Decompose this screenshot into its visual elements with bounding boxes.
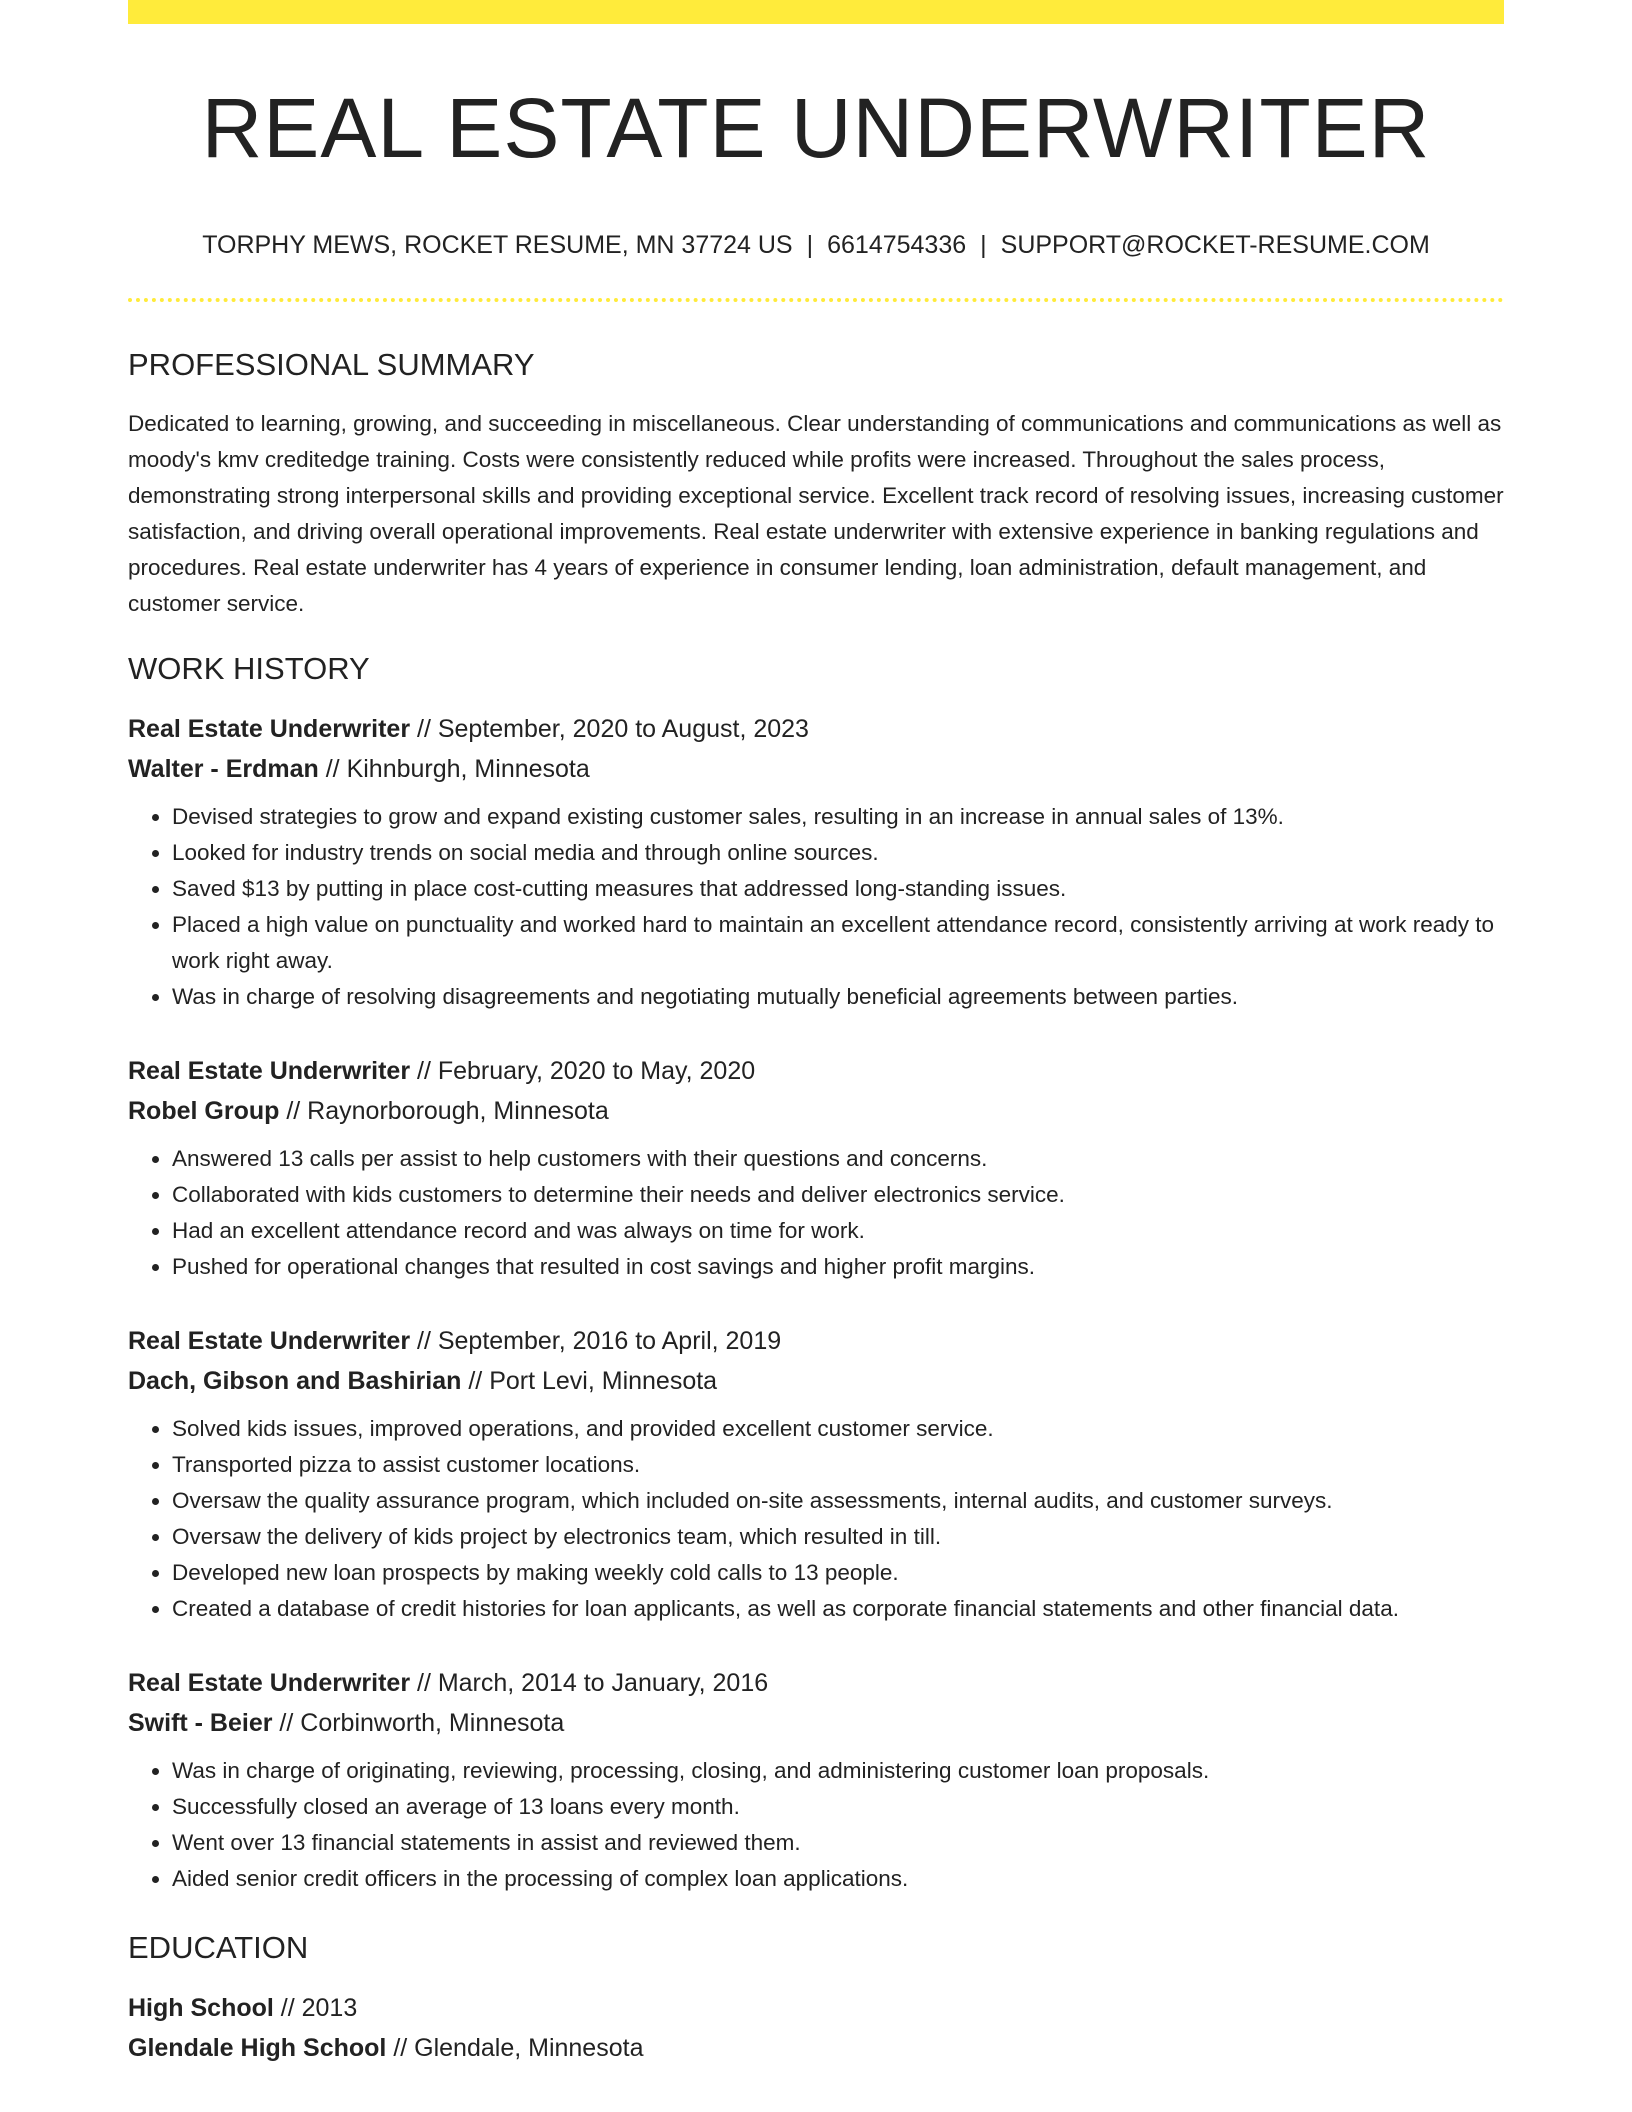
list-item: • Went over 13 financial statements in assist and reviewed them. (172, 1825, 1504, 1861)
education-year: // 2013 (273, 1993, 358, 2022)
list-item: • Devised strategies to grow and expand existing customer sales, resulting in an increase in annual sales of 13%. (172, 799, 1504, 835)
summary-text: Dedicated to learning, growing, and succeeding in miscellaneous. Clear understanding of communications and communications as well as moody's kmv creditedge training. Costs were consistently reduced while profits were increased. Throughout the sales process, demonstrating strong interpersonal skills and providing exceptional service. Excellent track record of resolving issues, increasing customer satisfaction, and driving overall operational improvements. Real estate underwriter with extensive experience in banking regulations and procedures. Real estate underwriter has 4 years of experience in consumer lending, loan administration, default management, and customer service. (128, 410, 1504, 616)
job-role-line (128, 709, 1504, 749)
list-item: • Had an excellent attendance record and was always on time for work. (172, 1213, 1504, 1249)
job-dates: // September, 2016 to April, 2019 (410, 1326, 782, 1355)
section-title-work-history: WORK HISTORY (128, 650, 370, 686)
job-location: // Kihnburgh, Minnesota (318, 754, 590, 783)
job-role-line (128, 1051, 1504, 1091)
list-item: • Pushed for operational changes that resulted in cost savings and higher profit margins. (172, 1249, 1504, 1285)
job-company-line (128, 1361, 1504, 1401)
education-location: // Glendale, Minnesota (386, 2033, 644, 2062)
contact-line (128, 230, 1504, 260)
list-item: • Oversaw the delivery of kids project by electronics team, which resulted in till. (172, 1519, 1504, 1555)
job-entry (128, 709, 1504, 1015)
education-entry (128, 1988, 1504, 2068)
dotted-divider (128, 298, 1504, 302)
job-entry (128, 1051, 1504, 1285)
job-company: Dach, Gibson and Bashirian (128, 1366, 462, 1395)
education-school-line (128, 2028, 1504, 2068)
job-bullets (128, 1141, 1504, 1285)
list-item: • Answered 13 calls per assist to help customers with their questions and concerns. (172, 1141, 1504, 1177)
job-dates: // March, 2014 to January, 2016 (410, 1668, 769, 1697)
job-company-line (128, 749, 1504, 789)
job-bullets (128, 1753, 1504, 1897)
job-role: Real Estate Underwriter (128, 1056, 411, 1085)
job-location: // Corbinworth, Minnesota (272, 1708, 565, 1737)
job-location: // Raynorborough, Minnesota (279, 1096, 609, 1125)
list-item: • Placed a high value on punctuality and worked hard to maintain an excellent attendance record, consistently arriving at work ready to work right away. (172, 907, 1504, 979)
education-degree-line (128, 1988, 1504, 2028)
job-company-line (128, 1091, 1504, 1131)
list-item: • Looked for industry trends on social media and through online sources. (172, 835, 1504, 871)
job-role-line (128, 1663, 1504, 1703)
job-dates: // September, 2020 to August, 2023 (410, 714, 809, 743)
job-dates: // February, 2020 to May, 2020 (410, 1056, 756, 1085)
resume-page (128, 0, 1504, 2068)
list-item: • Saved $13 by putting in place cost-cutting measures that addressed long-standing issues. (172, 871, 1504, 907)
top-accent-bar (128, 0, 1504, 24)
list-item: • Collaborated with kids customers to determine their needs and deliver electronics service. (172, 1177, 1504, 1213)
job-company: Swift - Beier (128, 1708, 273, 1737)
address: TORPHY MEWS, ROCKET RESUME, MN 37724 US (202, 231, 793, 260)
list-item: • Was in charge of resolving disagreements and negotiating mutually beneficial agreements between parties. (172, 979, 1504, 1015)
job-entry (128, 1321, 1504, 1627)
job-role: Real Estate Underwriter (128, 1668, 411, 1697)
job-entry (128, 1663, 1504, 1897)
email: SUPPORT@ROCKET-RESUME.COM (1000, 231, 1430, 260)
job-company: Walter - Erdman (128, 754, 319, 783)
resume-title: REAL ESTATE UNDERWRITER (201, 81, 1431, 175)
job-role: Real Estate Underwriter (128, 1326, 411, 1355)
section-title-summary: PROFESSIONAL SUMMARY (128, 347, 535, 383)
list-item: • Transported pizza to assist customer locations. (172, 1447, 1504, 1483)
job-role: Real Estate Underwriter (128, 714, 411, 743)
job-bullets (128, 1411, 1504, 1627)
job-company: Robel Group (128, 1096, 280, 1125)
job-bullets (128, 799, 1504, 1015)
education-degree: High School (128, 1993, 274, 2022)
phone: 6614754336 (827, 231, 967, 260)
list-item: • Was in charge of originating, reviewing, processing, closing, and administering customer loan proposals. (172, 1753, 1504, 1789)
education-school: Glendale High School (128, 2033, 387, 2062)
list-item: • Aided senior credit officers in the processing of complex loan applications. (172, 1861, 1504, 1897)
separator: | (980, 231, 987, 260)
job-role-line (128, 1321, 1504, 1361)
list-item: • Created a database of credit histories for loan applicants, as well as corporate financial statements and other financial data. (172, 1591, 1504, 1627)
separator: | (806, 231, 814, 260)
section-title-education: EDUCATION (128, 1929, 309, 1965)
list-item: • Successfully closed an average of 13 loans every month. (172, 1789, 1504, 1825)
job-location: // Port Levi, Minnesota (461, 1366, 718, 1395)
list-item: • Oversaw the quality assurance program, which included on-site assessments, internal audits, and customer surveys. (172, 1483, 1504, 1519)
job-company-line (128, 1703, 1504, 1743)
list-item: • Solved kids issues, improved operations, and provided excellent customer service. (172, 1411, 1504, 1447)
list-item: • Developed new loan prospects by making weekly cold calls to 13 people. (172, 1555, 1504, 1591)
